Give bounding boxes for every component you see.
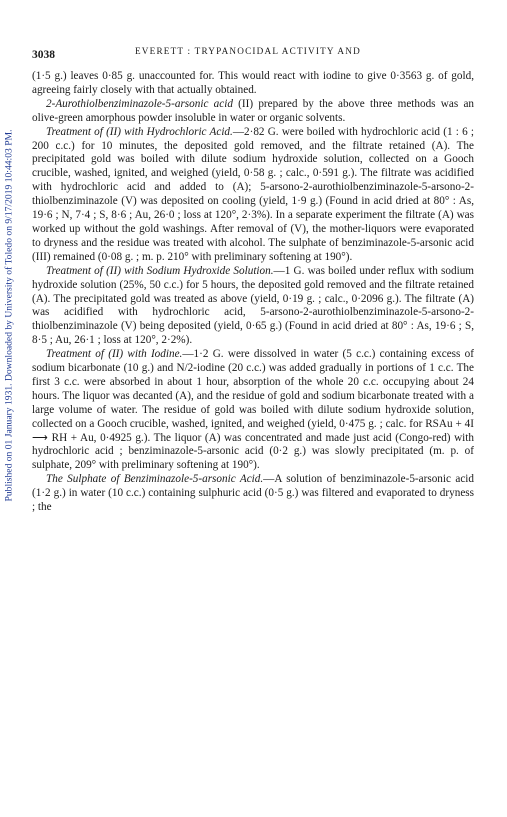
paragraph-lead: Treatment of (II) with Hydrochloric Acid. [46,125,233,138]
paragraph-lead: Treatment of (II) with Iodine. [46,348,183,361]
side-note-text: Published on 01 January 1931. Downloaded by University of Toledo on 9/17/2019 10:44:03 PM. [3,129,15,501]
publication-side-note [2,80,16,550]
paragraph-continuation [32,70,474,98]
article-body [32,70,474,515]
paragraph-sulphate [32,473,474,515]
paragraph-hydrochloric-acid [32,126,474,265]
paragraph-text: (II) prepared by the above three methods was an olive-green amorphous powder insoluble in water or organic solvents. [32,97,474,124]
paragraph-text: —1·2 G. were dissolved in water (5 c.c.) containing excess of sodium bicarbonate (10 g.) and N/2-iodine (20 c.c.) was added gradually in portions of 1 c.c. The first 3 c.c. were absorbed in about 1 hour, absorption of the whole 20 c.c. occupying about 24 hours. The liquor was decanted (A), and the residue of gold and sodium bicarbonate treated with a large volume of water. The residue of gold was boiled with dilute sodium hydroxide solution, collected on a Gooch crucible, washed, ignited, and weighed (yield, 0·475 g. ; calc. for RSAu + 4I ⟶ RH + Au, 0·4925 g.). The liquor (A) was concentrated and made just acid (Congo-red) with hydrochloric acid ; benziminazole-5-arsonic acid (0·2 g.) was slowly precipitated (m. p. of sulphate, 209° with preliminary softening at 190°). [32,348,474,472]
paragraph-lead: The Sulphate of Benziminazole-5-arsonic Acid. [46,473,264,486]
paragraph-iodine [32,348,474,473]
page-number: 3038 [32,49,55,61]
paragraph-lead: Treatment of (II) with Sodium Hydroxide Solution. [46,264,274,277]
paragraph-compound-description [32,98,474,126]
paragraph-text: (1·5 g.) leaves 0·85 g. unaccounted for. This would react with iodine to give 0·3563 g. of gold, agreeing fairly closely with that actually obtained. [32,70,474,96]
paragraph-sodium-hydroxide [32,265,474,348]
running-head: EVERETT : TRYPANOCIDAL ACTIVITY AND [135,46,361,56]
page-header [32,45,474,63]
paragraph-text: —A solution of benziminazole-5-arsonic acid (1·2 g.) in water (10 c.c.) containing sulphuric acid (0·5 g.) was filtered and evaporated to dryness ; the [32,473,474,514]
paragraph-text: —1 G. was boiled under reflux with sodium hydroxide solution (25%, 50 c.c.) for 5 hours, the deposited gold removed and the filtrate retained (A). The precipitated gold was treated as above (yield, 0·19 g. ; calc., 0·2096 g.). The filtrate (A) was acidified with hydrochloric acid, 5-arsono-2-aurothiolbenziminazole-5-arsono-2-thiolbenziminazole (V) being deposited (yield, 0·65 g.) (Found in acid dried at 80° : As, 19·6 ; S, 8·5 ; Au, 26·1 ; loss at 120°, 2·2%). [32,264,474,347]
paragraph-text: —2·82 G. were boiled with hydrochloric acid (1 : 6 ; 200 c.c.) for 10 minutes, the deposited gold removed, and the filtrate retained (A). The precipitated gold was boiled with dilute sodium hydroxide solution, collected on a Gooch crucible, washed, ignited, and weighed (yield, 0·58 g. ; calc., 0·591 g.). The filtrate was acidified with hydrochloric acid and added to (A); 5-arsono-2-aurothiolbenziminazole-5-arsono-2-thiolbenziminazole (V) was deposited on cooling (yield, 1·9 g.) (Found in acid dried at 80° : As, 19·6 ; N, 7·4 ; S, 8·6 ; Au, 26·0 ; loss at 120°, 2·3%). In a separate experiment the filtrate (A) was worked up without the gold washings. After removal of (V), the mother-liquors were evaporated to dryness and the residue was treated with alcohol. The sulphate of benziminazole-5-arsonic acid (III) remained (0·08 g. ; m. p. 210° with preliminary softening at 190°). [32,125,474,263]
paragraph-lead: 2-Aurothiolbenziminazole-5-arsonic acid [46,97,233,110]
